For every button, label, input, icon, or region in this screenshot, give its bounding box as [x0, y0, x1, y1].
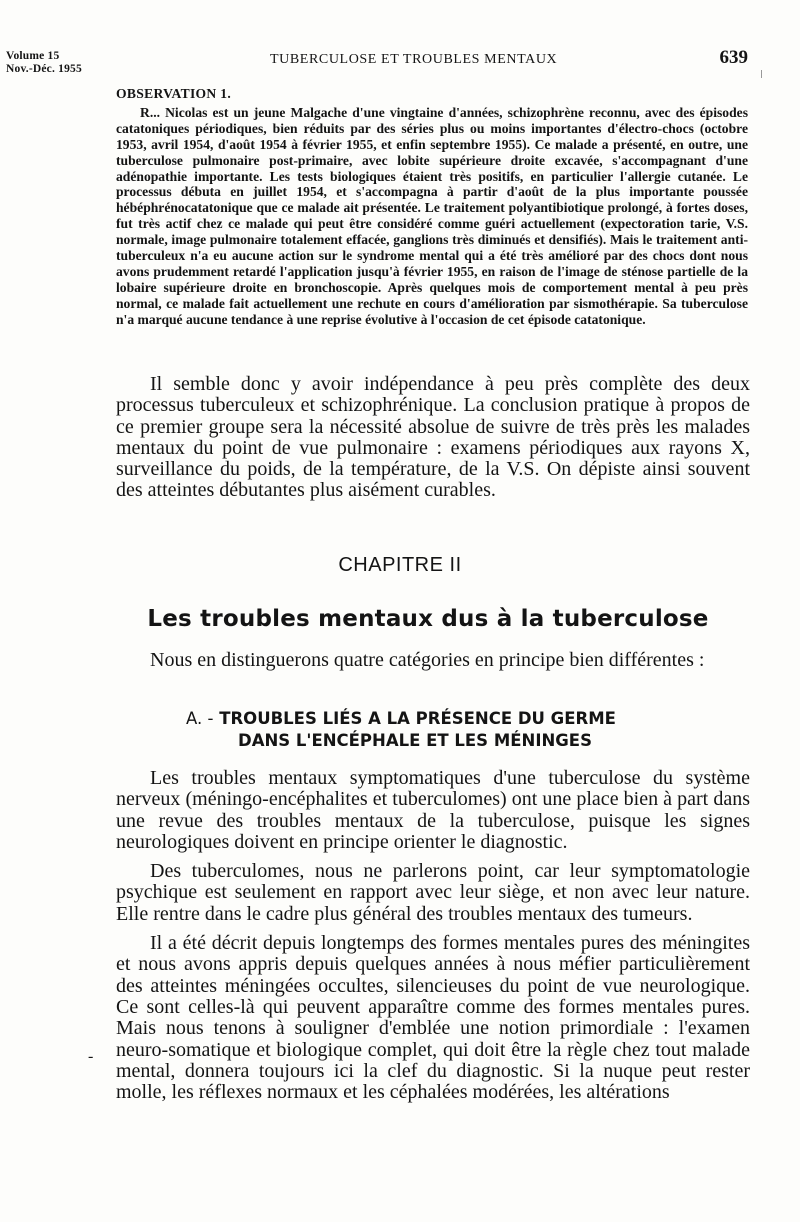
conclusion-section — [116, 374, 750, 502]
margin-mark: - — [88, 1048, 94, 1065]
chapter-title: Les troubles mentaux dus à la tuberculose — [147, 606, 709, 632]
body-section — [116, 768, 750, 1103]
body-paragraph-3: Il a été décrit depuis longtemps des formes mentales pures des méningites et nous avons appris depuis quelques années à nous méfier particulièrement des atteintes méningées occultes, silencieuses du point de vue neurologique. Ce sont celles-là qui peuvent apparaître comme des formes mentales pures. Mais nous tenons à souligner d'emblée une notion primordiale : l'examen neuro-somatique et biologique complet, qui doit être la règle chez tout malade mental, donnera toujours ici la clef du diagnostic. Si la nuque peut rester molle, les réflexes normaux et les céphalées modérées, les altérations — [116, 932, 750, 1104]
body-paragraph-1: Les troubles mentaux symptomatiques d'une tuberculose du système nerveux (méningo-encéphalites et tuberculomes) ont une place bien à part dans une revue des troubles mentaux de la tuberculose, puisque les signes neurologiques doivent en principe orienter le diagnostic. — [116, 767, 750, 853]
volume-number: Volume 15 — [6, 50, 60, 62]
observation-body: R... Nicolas est un jeune Malgache d'une vingtaine d'années, schizophrène reconnu, avec des épisodes catatoniques périodiques, bien réduits par des séries plus ou moins importantes d'électro-chocs (octobre 1953, avril 1954, d'août 1954 à février 1955, et enfin septembre 1955). Ce malade a présenté, en outre, une tuberculose pulmonaire post-primaire, avec lobite supérieure droite excavée, s'accompagnant d'une adénopathie importante. Les tests biologiques étaient très positifs, en particulier l'allergie cutanée. Le processus débuta en juillet 1954, et s'accompagna à partir d'août de la plus importante poussée hébéphrénocatatonique que ce malade ait présentée. Le traitement polyantibiotique prolongé, à fortes doses, fut très actif chez ce malade qui peut être considéré comme guéri actuellement (expectoration tarie, V.S. normale, image pulmonaire totalement effacée, ganglions très diminués et densifiés). Mais le traitement anti-tuberculeux n'a eu aucune action sur le syndrome mental qui a été très amélioré par des chocs dont nous avons prudemment retardé l'application jusqu'à février 1955, en raison de l'image de sténose partielle de la lobaire supérieure droite en bronchoscopie. Après quelques mois de comportement mental à peu près normal, ce malade fait actuellement une rechute en cours d'amélioration par sismothérapie. Sa tuberculose n'a marqué aucune tendance à une reprise évolutive à l'occasion de cet épisode catatonique. — [116, 104, 748, 327]
observation-block — [116, 86, 748, 328]
running-title: TUBERCULOSE ET TROUBLES MENTAUX — [270, 52, 558, 67]
observation-heading: OBSERVATION 1. — [116, 86, 232, 101]
section-title-line-1: TROUBLES LIÉS A LA PRÉSENCE DU GERME — [219, 709, 616, 728]
section-heading — [186, 708, 746, 752]
section-prefix: A. - — [186, 709, 214, 728]
chapter-label: CHAPITRE II — [338, 554, 462, 576]
section-title-line-2: DANS L'ENCÉPHALE ET LES MÉNINGES — [238, 731, 592, 750]
intro-section — [116, 650, 750, 671]
pencil-tick-decoration — [761, 70, 762, 78]
body-paragraph-2: Des tuberculomes, nous ne parlerons point, car leur symptomatologie psychique est seulement en rapport avec leur siège, et non avec leur nature. Elle rentre dans le cadre plus général des troubles mentaux des tumeurs. — [116, 860, 750, 925]
issue-date: Nov.-Déc. 1955 — [6, 63, 82, 75]
page-number: 639 — [719, 47, 748, 68]
volume-info — [6, 50, 82, 76]
intro-paragraph: Nous en distinguerons quatre catégories en principe bien différentes : — [150, 649, 705, 671]
conclusion-paragraph: Il semble donc y avoir indépendance à peu près complète des deux processus tuberculeux et schizophrénique. La conclusion pratique à propos de ce premier groupe sera la nécessité absolue de suivre de très près les malades mentaux du point de vue pulmonaire : examens périodiques aux rayons X, surveillance du poids, de la température, de la V.S. On dépiste ainsi souvent des atteintes débutantes plus aisément curables. — [116, 373, 750, 502]
